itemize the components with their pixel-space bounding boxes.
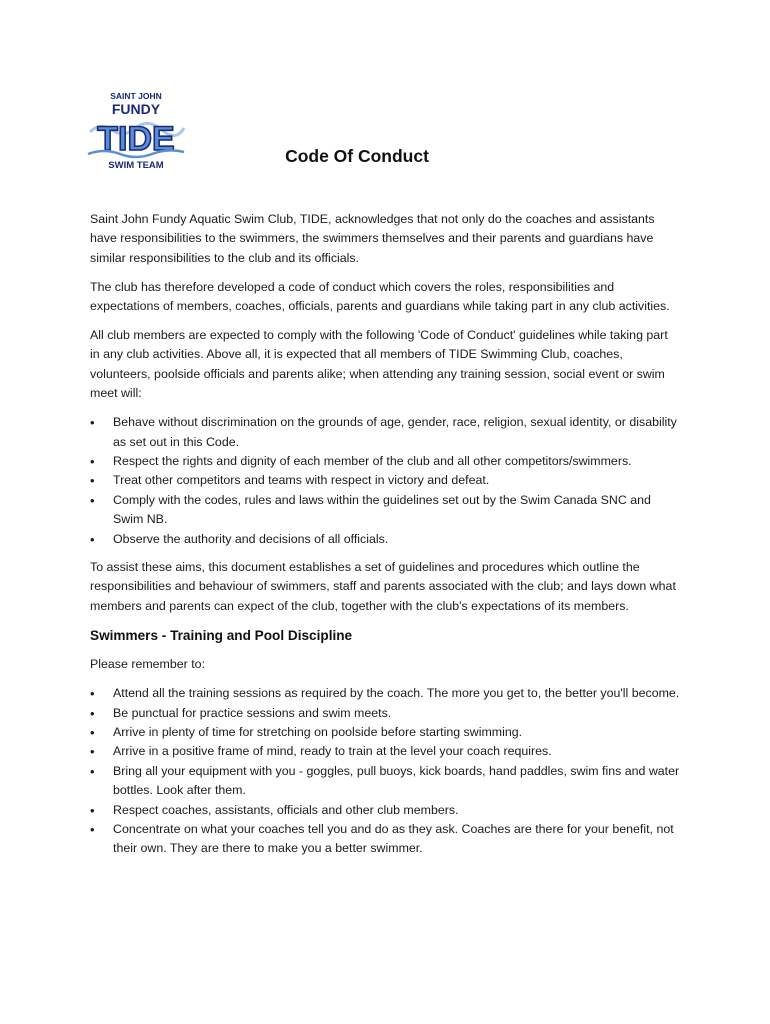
aims-list [90, 413, 680, 549]
list-item: • Attend all the training sessions as required by the coach. The more you get to, the better you'll become. [90, 684, 680, 703]
list-item: • Respect the rights and dignity of each member of the club and all other competitors/swimmers. [90, 452, 680, 471]
intro-paragraph: The club has therefore developed a code of conduct which covers the roles, responsibilities and expectations of members, coaches, officials, parents and guardians while taking part in any club activities. [90, 279, 670, 314]
section-heading: Swimmers - Training and Pool Discipline [90, 628, 353, 644]
document-body [90, 210, 680, 868]
assist-paragraph: To assist these aims, this document establishes a set of guidelines and procedures which outline the responsibilities and behaviour of swimmers, staff and parents associated with the club; and lays down what members and parents can expect of the club, together with the club's expectations of its members. [90, 560, 676, 613]
list-item: • Arrive in plenty of time for stretching on poolside before starting swimming. [90, 723, 680, 742]
list-item: • Treat other competitors and teams with respect in victory and defeat. [90, 471, 680, 490]
list-item: • Behave without discrimination on the grounds of age, gender, race, religion, sexual identity, or disability as set out in this Code. [90, 413, 680, 452]
svg-text:FUNDY: FUNDY [111, 101, 161, 117]
list-item: • Comply with the codes, rules and laws within the guidelines set out by the Swim Canada SNC and Swim NB. [90, 491, 680, 530]
remember-text: Please remember to: [90, 657, 206, 672]
list-item: • Observe the authority and decisions of all officials. [90, 530, 680, 549]
list-item: • Concentrate on what your coaches tell you and do as they ask. Coaches are there for your benefit, not their own. They are there to make you a better swimmer. [90, 820, 680, 859]
svg-text:TIDE: TIDE [97, 120, 175, 158]
list-item: • Respect coaches, assistants, officials and other club members. [90, 801, 680, 820]
svg-text:SWIM TEAM: SWIM TEAM [108, 160, 164, 171]
list-item: • Arrive in a positive frame of mind, ready to train at the level your coach requires. [90, 742, 680, 761]
intro-paragraph: Saint John Fundy Aquatic Swim Club, TIDE, acknowledges that not only do the coaches and assistants have responsibilities to the swimmers, the swimmers themselves and their parents and guardians have similar responsibilities to the club and its officials. [90, 212, 655, 265]
list-item: • Bring all your equipment with you - goggles, pull buoys, kick boards, hand paddles, swim fins and water bottles. Look after them. [90, 762, 680, 801]
intro-paragraph: All club members are expected to comply with the following 'Code of Conduct' guidelines while taking part in any club activities. Above all, it is expected that all members of TIDE Swimming Club, coaches, volunteers, poolside officials and parents alike; when attending any training session, social event or swim meet will: [90, 328, 668, 401]
svg-text:SAINT JOHN: SAINT JOHN [110, 91, 162, 101]
list-item: • Be punctual for practice sessions and swim meets. [90, 704, 680, 723]
swimmer-rules-list [90, 684, 680, 859]
page-title: Code Of Conduct [285, 146, 429, 166]
